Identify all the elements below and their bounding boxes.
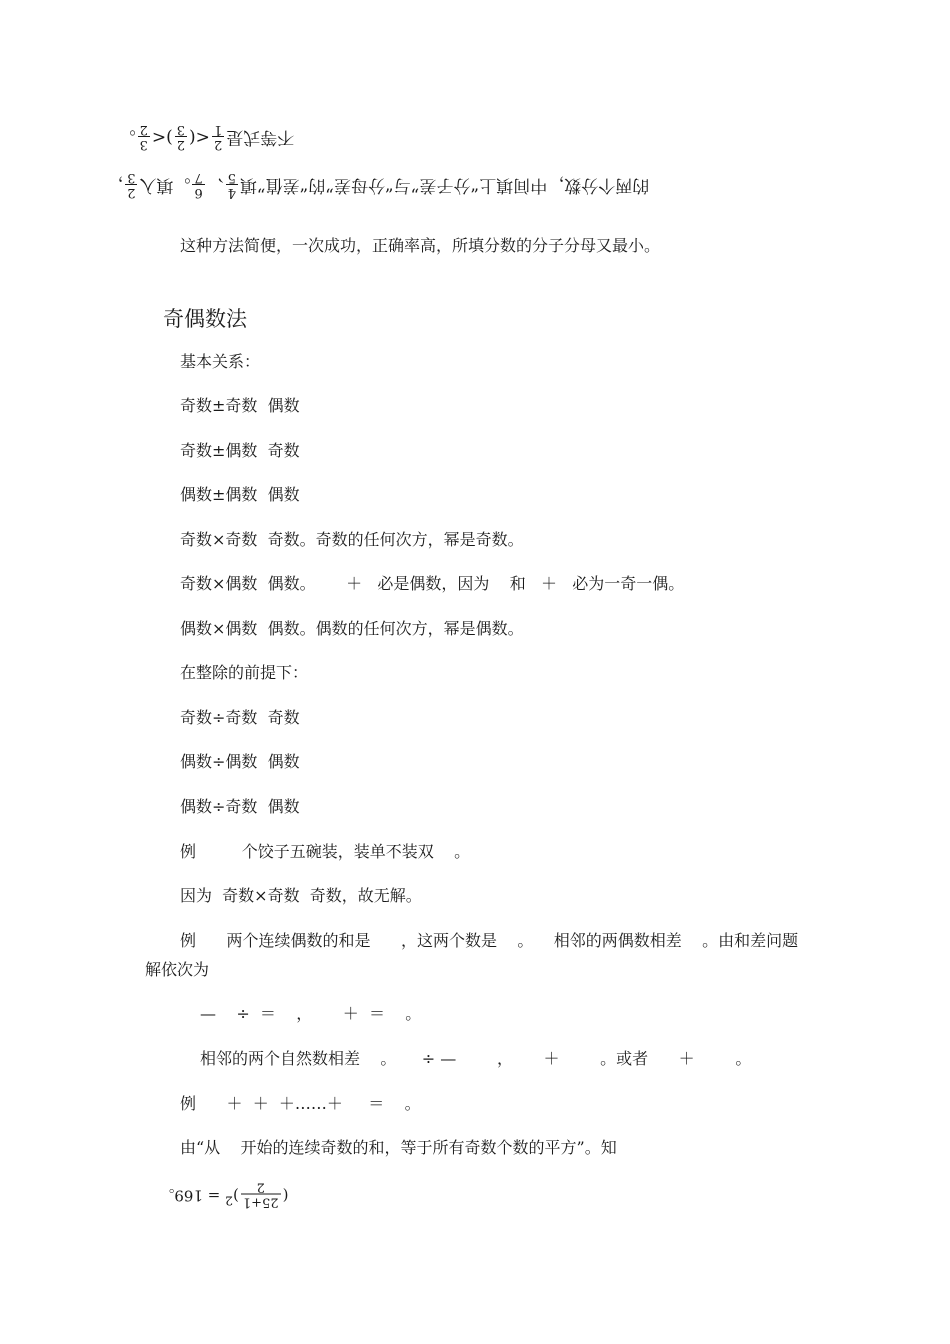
example-3: 例 ＋ ＋ ＋……＋ ＝ 。 bbox=[180, 1094, 421, 1113]
section-title: 奇偶数法 bbox=[163, 307, 247, 331]
example-3-reason: 由“从 开始的连续奇数的和，等于所有奇数个数的平方”。知 bbox=[180, 1138, 617, 1157]
example-2-calc-2: 相邻的两个自然数相差 。 ÷ — ， ＋ 。或者 ＋ 。 bbox=[200, 1049, 752, 1068]
relation-line: 奇数±偶数 奇数 bbox=[180, 441, 300, 460]
mirrored-text: 、 bbox=[206, 175, 224, 195]
relation-line: 奇数±奇数 偶数 bbox=[180, 396, 300, 415]
example-1-reason: 因为 奇数×奇数 奇数，故无解。 bbox=[180, 886, 422, 905]
mirrored-text: ， bbox=[106, 175, 124, 195]
fraction: 3 2 bbox=[139, 122, 148, 152]
relation-line: 偶数±偶数 偶数 bbox=[180, 485, 300, 504]
division-line: 偶数÷偶数 偶数 bbox=[180, 752, 300, 771]
mirrored-line-2 bbox=[106, 170, 660, 221]
fraction: 2 1 bbox=[213, 122, 223, 152]
divisible-label: 在整除的前提下： bbox=[180, 663, 309, 682]
formula-paren: ( bbox=[282, 1186, 289, 1205]
example-2-line-2: 解依次为 bbox=[145, 960, 210, 979]
fraction: 4 5 bbox=[227, 170, 237, 200]
mirrored-line-1 bbox=[119, 122, 305, 173]
formula-result: = 169。 bbox=[159, 1186, 226, 1205]
basic-relations-label: 基本关系： bbox=[180, 352, 261, 371]
formula-power: 2 bbox=[225, 1193, 234, 1209]
example-1: 例 个饺子五碗装，装单不装双 。 bbox=[180, 842, 471, 861]
relation-line: 奇数×奇数 奇数。奇数的任何次方，幂是奇数。 bbox=[180, 530, 524, 549]
fraction: 6 7 bbox=[194, 170, 203, 200]
relation-line: 偶数×偶数 偶数。偶数的任何次方，幂是偶数。 bbox=[180, 619, 524, 638]
fraction: 2 3 bbox=[127, 170, 136, 200]
example-2-line-1: 例 两个连续偶数的和是 ，这两个数是 。 相邻的两偶数相差 。由和差问题 bbox=[180, 931, 799, 950]
mirrored-text: 的两个分数，中间填上“分子差”与“分母差”的“差值”填 bbox=[240, 175, 650, 195]
mirrored-text: 。填入 bbox=[139, 175, 191, 195]
relation-line: 奇数×偶数 偶数。 ＋ 必是偶数，因为 和 ＋ 必为一奇一偶。 bbox=[180, 574, 685, 593]
formula-paren: ) bbox=[233, 1186, 239, 1205]
example-2-calc-1: — ÷ ＝ ， ＋ ＝ 。 bbox=[200, 1004, 422, 1023]
intro-note: 这种方法简便，一次成功，正确率高，所填分数的分子分母又最小。 bbox=[180, 236, 661, 255]
mirrored-text: )< bbox=[151, 127, 173, 147]
fraction: 2 3 bbox=[176, 122, 186, 152]
formula bbox=[159, 1180, 298, 1234]
division-line: 奇数÷奇数 奇数 bbox=[180, 708, 300, 727]
fraction: 25+1 2 bbox=[242, 1180, 279, 1210]
division-line: 偶数÷奇数 偶数 bbox=[180, 797, 300, 816]
mirrored-text: 。 bbox=[118, 127, 136, 147]
mirrored-text: 不等式是 bbox=[226, 127, 295, 147]
mirrored-text: <( bbox=[189, 127, 210, 147]
